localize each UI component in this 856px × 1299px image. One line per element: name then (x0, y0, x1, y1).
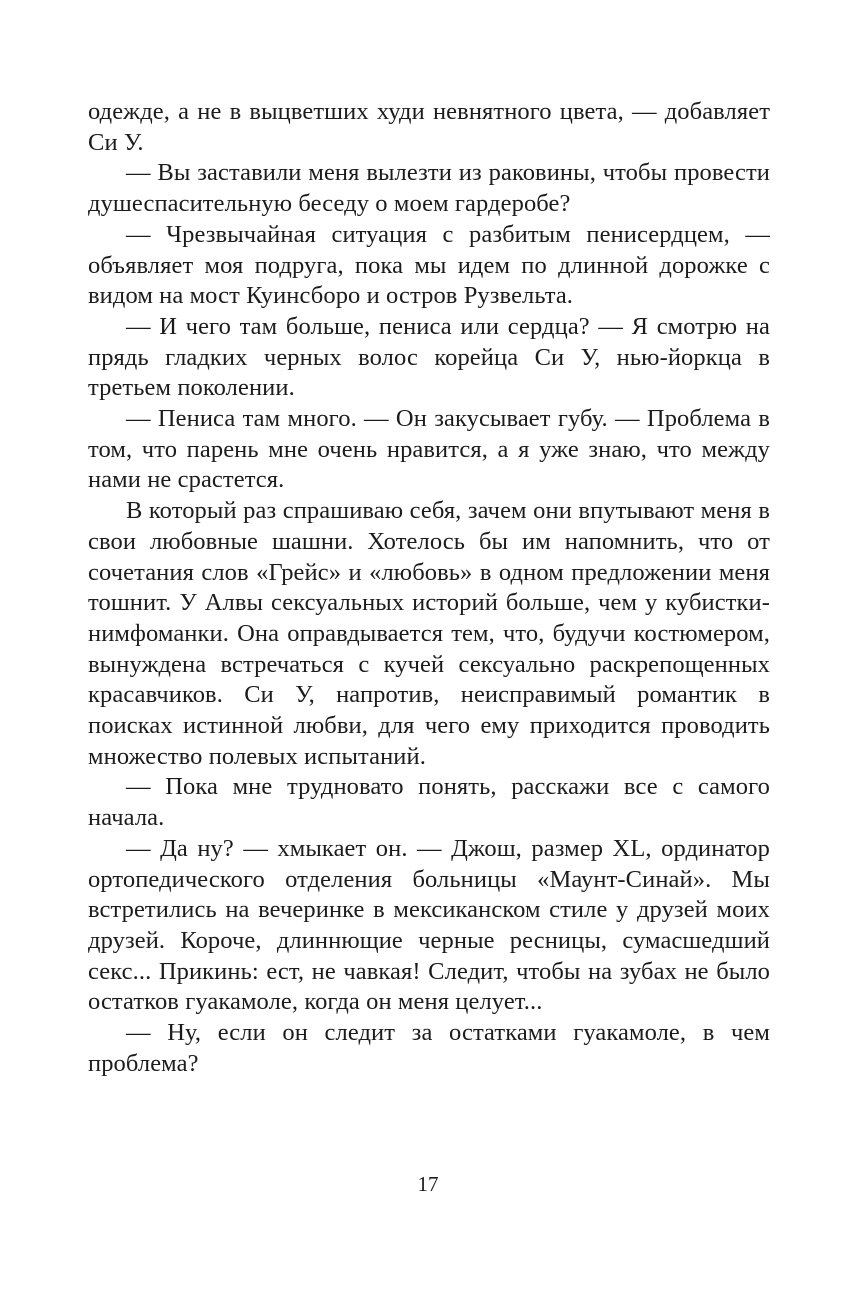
paragraph: — Пениса там много. — Он закусывает губу. — Проблема в том, что парень мне очень нравится, а я уже знаю, что между нами не срастется. (88, 405, 770, 494)
paragraph: — Да ну? — хмыкает он. — Джош, размер XL, ординатор ортопедического отделения больницы «Маунт-Синай». Мы встретились на вечеринке в мексиканском стиле у друзей моих друзей. Короче, длиннющие черные ресницы, сумасшедший секс... Прикинь: ест, не чавкая! Следит, чтобы на зубах не было остатков гуакамоле, когда он меня целует... (88, 834, 770, 1016)
body-text (88, 97, 770, 1080)
paragraph: — И чего там больше, пениса или сердца? — Я смотрю на прядь гладких черных волос корейца Си У, нью-йоркца в третьем поколении. (88, 312, 770, 402)
paragraph: — Пока мне трудновато понять, расскажи все с самого начала. (88, 773, 770, 832)
page-number: 17 (417, 1172, 439, 1196)
paragraph: В который раз спрашиваю себя, зачем они впутывают меня в свои любовные шашни. Хотелось бы им напомнить, что от сочетания слов «Грейс» и «любовь» в одном предложении меня тошнит. У Алвы сексуальных историй больше, чем у кубистки-нимфоманки. Она оправдывается тем, что, будучи костюмером, вынуждена встречаться с кучей сексуально раскрепощенных красавчиков. Си У, напротив, неисправимый романтик в поисках истинной любви, для чего ему приходится проводить множество полевых испытаний. (88, 497, 770, 770)
page-footer (0, 1172, 856, 1197)
paragraph: — Ну, если он следит за остатками гуакамоле, в чем проблема? (88, 1019, 770, 1077)
paragraph: — Чрезвычайная ситуация с разбитым пенисердцем, — объявляет моя подруга, пока мы идем по длинной дорожке с видом на мост Куинсборо и остров Рузвельта. (88, 220, 770, 310)
paragraph: одежде, а не в выцветших худи невнятного цвета, — добавляет Си У. (88, 98, 770, 156)
paragraph: — Вы заставили меня вылезти из раковины, чтобы провести душеспасительную беседу о моем гардеробе? (88, 159, 770, 218)
